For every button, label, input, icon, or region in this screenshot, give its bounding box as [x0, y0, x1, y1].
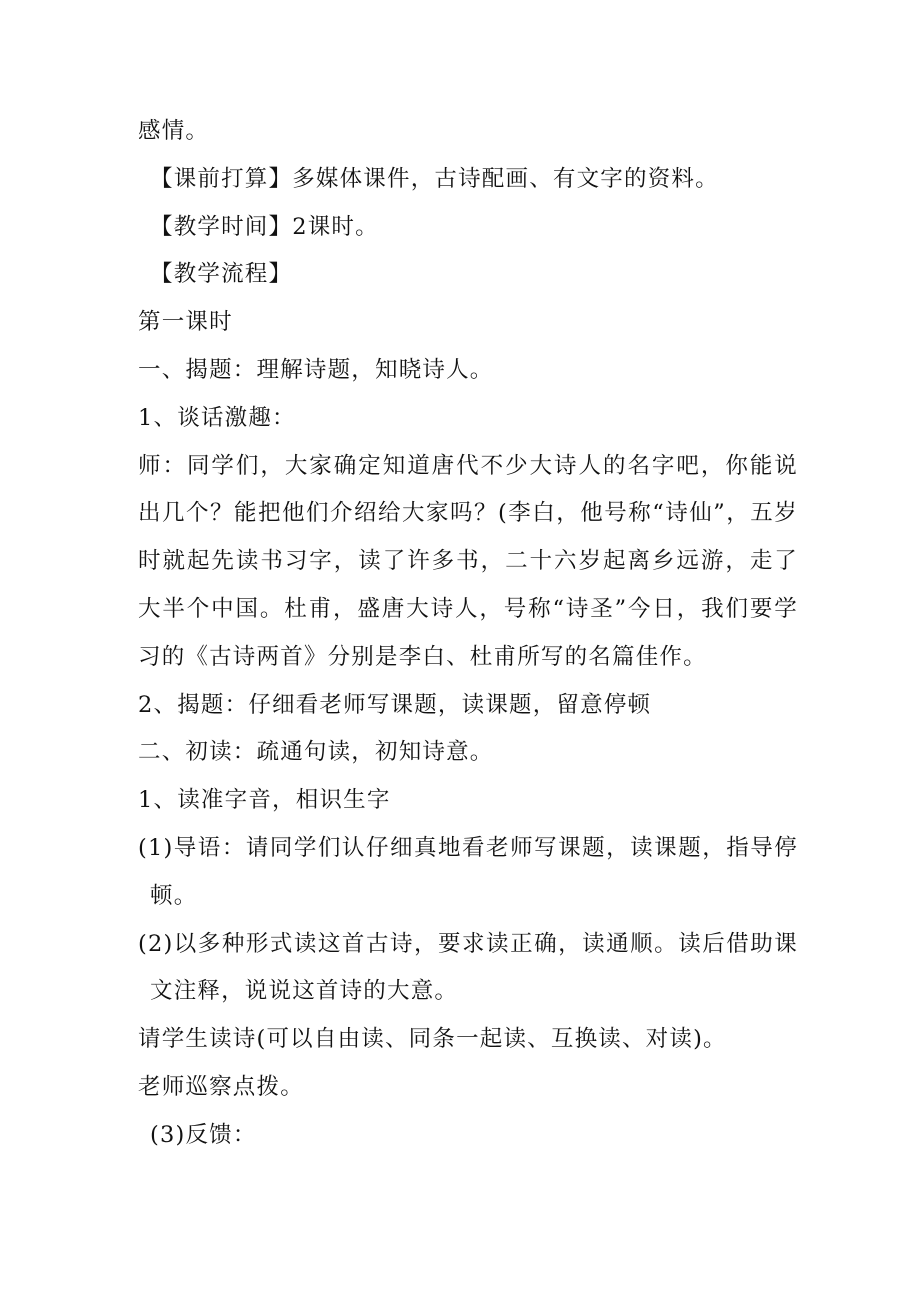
section-heading-first-reading: 二、初读：疏通句读，初知诗意。	[138, 739, 494, 766]
text-line-teacher-tour: 老师巡察点拨。	[138, 1073, 304, 1100]
section-heading-lesson-one: 第一课时	[138, 309, 233, 336]
paragraph-step-one: (1)导语：请同学们认仔细真地看老师写课题，读课题，指导停顿。	[138, 834, 798, 909]
text-line-time: 【教学时间】2课时。	[150, 213, 379, 240]
text-line-feedback: (3)反馈：	[150, 1121, 257, 1148]
paragraph-teacher-intro: 师：同学们，大家确定知道唐代不少大诗人的名字吧，你能说出几个？能把他们介绍给大家吗？(李白，他号称“诗仙”，五岁时就起先读书习字，读了许多书，二十六岁起离乡远游，走了大半个中国。杜甫，盛唐大诗人，号称“诗圣”今日，我们要学习的《古诗两首》分别是李白、杜甫所写的名篇佳作。	[138, 452, 798, 670]
text-line-reveal-title: 2、揭题：仔细看老师写课题，读课题，留意停顿	[138, 691, 652, 718]
text-line-talk: 1、谈话激趣：	[138, 404, 296, 431]
text-line-flow: 【教学流程】	[150, 261, 293, 288]
text-line: 感情。	[138, 118, 210, 144]
text-line-characters: 1、读准字音，相识生字	[138, 787, 391, 814]
document-body	[138, 108, 798, 1160]
text-line-prep: 【课前打算】多媒体课件，古诗配画、有文字的资料。	[150, 165, 719, 192]
paragraph-step-two: (2)以多种形式读这首古诗，要求读正确，读通顺。读后借助课文注释，说说这首诗的大意。	[138, 930, 798, 1005]
section-heading-reveal: 一、揭题：理解诗题，知晓诗人。	[138, 356, 494, 383]
text-line-students-read: 请学生读诗(可以自由读、同条一起读、互换读、对读)。	[138, 1026, 727, 1053]
